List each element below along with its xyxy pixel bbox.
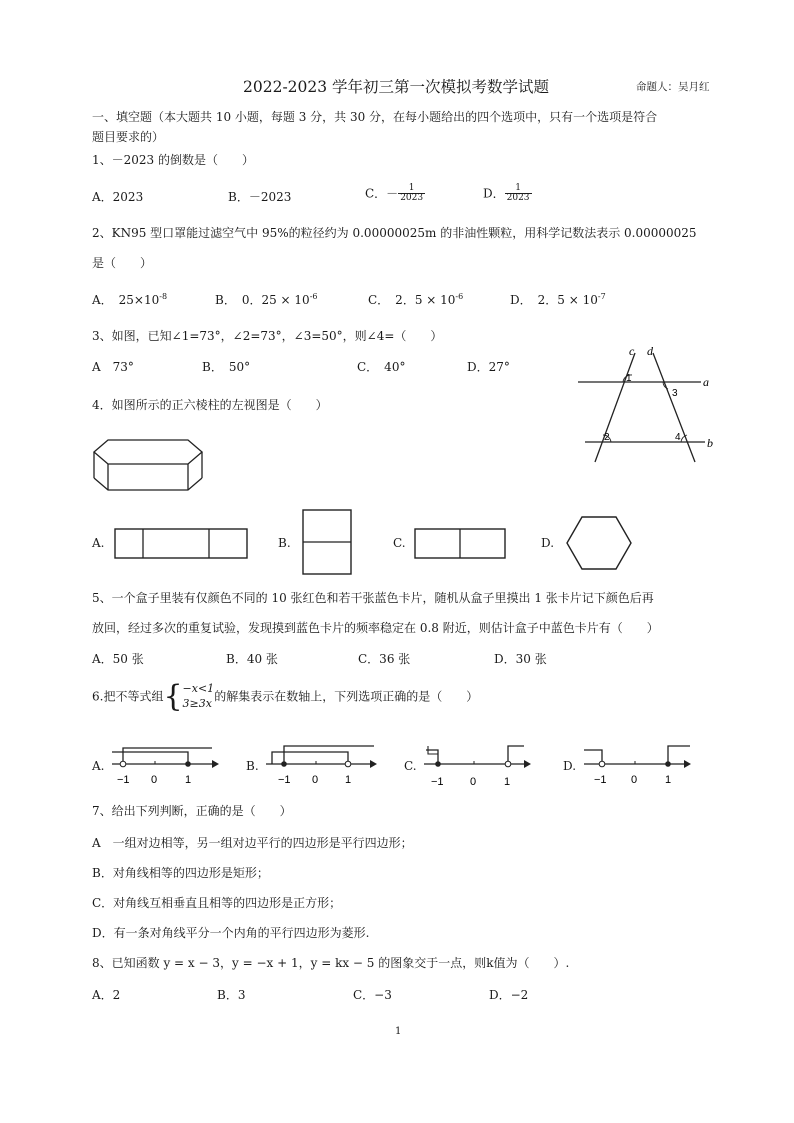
q3-option-d[interactable]: D．27° xyxy=(467,360,510,374)
tick-label-neg1: −1 xyxy=(117,774,130,786)
q6-stem xyxy=(92,679,479,714)
label-c: c xyxy=(629,344,635,358)
brace-symbol: { xyxy=(163,679,183,714)
q8-option-c[interactable]: C．−3 xyxy=(353,988,392,1002)
q6-option-c-numberline[interactable] xyxy=(420,742,532,792)
q8-option-b[interactable]: B．3 xyxy=(217,988,246,1002)
q4-option-d-figure[interactable] xyxy=(565,514,633,572)
angle-label-3: 3 xyxy=(672,388,678,399)
tick-label-0: 0 xyxy=(312,774,319,786)
q5-stem-cont: 放回，经过多次的重复试验，发现摸到蓝色卡片的频率稳定在 0.8 附近，则估计盒子中蓝色卡片有（ ） xyxy=(92,621,659,635)
tick-label-1: 1 xyxy=(345,774,352,786)
q6-option-c-label[interactable]: C. xyxy=(404,759,417,773)
tick-label-1: 1 xyxy=(185,774,192,786)
tick-label-0: 0 xyxy=(470,776,477,788)
q1-option-d-fraction xyxy=(505,184,532,204)
q3-stem: 3、如图，已知∠1=73°，∠2=73°，∠3=50°，则∠4=（ ） xyxy=(92,329,443,343)
inequality-system xyxy=(183,682,215,712)
q2-c-exponent: -6 xyxy=(455,292,464,301)
q2-option-b[interactable] xyxy=(215,292,317,307)
hexagonal-prism-figure xyxy=(88,432,208,494)
q4-stem: 4．如图所示的正六棱柱的左视图是（ ） xyxy=(92,398,328,412)
line-d xyxy=(653,353,695,462)
q2-a-base: A． 25×10 xyxy=(92,293,160,307)
q4-option-d-label[interactable]: D. xyxy=(541,536,555,550)
tick-label-0: 0 xyxy=(631,774,638,786)
tick-label-neg1: −1 xyxy=(278,774,291,786)
q1-d-numerator: 1 xyxy=(505,184,532,194)
page-number: 1 xyxy=(395,1026,402,1037)
q3-option-c[interactable]: C． 40° xyxy=(357,360,406,374)
q1-stem: 1、－2023 的倒数是（ ） xyxy=(92,153,254,167)
q1-option-c-prefix: C．－ xyxy=(365,186,399,201)
angle-label-1: 1 xyxy=(626,373,632,384)
q4-option-c-label[interactable]: C. xyxy=(393,536,406,550)
section-heading-cont: 题目要求的） xyxy=(92,130,165,144)
q1-d-denominator: 2023 xyxy=(506,193,530,204)
q8-option-d[interactable]: D．−2 xyxy=(489,988,529,1002)
q2-c-base: C． 2．5 × 10 xyxy=(368,293,456,307)
q3-option-b[interactable]: B． 50° xyxy=(202,360,251,374)
q1-option-d[interactable] xyxy=(483,184,532,204)
q4-option-c-figure[interactable] xyxy=(414,527,508,561)
q8-option-a[interactable]: A．2 xyxy=(92,988,121,1002)
author-line: 命题人：吴月红 xyxy=(636,81,710,93)
q7-option-d[interactable]: D．有一条对角线平分一个内角的平行四边形为菱形. xyxy=(92,926,370,940)
q2-option-a[interactable] xyxy=(92,292,167,307)
q2-stem: 2、KN95 型口罩能过滤空气中 95%的粒径约为 0.00000025m 的非油性颗粒，用科学记数法表示 0.00000025 xyxy=(92,226,697,240)
inequality-1: −x<1 xyxy=(182,682,215,696)
q5-option-c[interactable]: C．36 张 xyxy=(358,652,411,666)
q6-suffix: 的解集表示在数轴上，下列选项正确的是（ ） xyxy=(214,689,479,704)
angle-label-4: 4 xyxy=(675,432,681,443)
inequality-2: 3≥3x xyxy=(182,697,212,710)
q1-option-b[interactable]: B．－2023 xyxy=(228,190,292,204)
q5-stem: 5、一个盒子里装有仅颜色不同的 10 张红色和若干张蓝色卡片，随机从盒子里摸出 1 张卡片记下颜色后再 xyxy=(92,591,654,605)
q2-a-exponent: -8 xyxy=(159,292,168,301)
angle-label-2: 2 xyxy=(604,432,610,443)
tick-label-neg1: −1 xyxy=(594,774,607,786)
q2-b-base: B． 0．25 × 10 xyxy=(215,293,310,307)
q6-option-a-numberline[interactable] xyxy=(108,742,220,792)
tick-label-0: 0 xyxy=(151,774,158,786)
q4-option-b-label[interactable]: B. xyxy=(278,536,291,550)
tick-label-1: 1 xyxy=(504,776,511,788)
q7-stem: 7、给出下列判断，正确的是（ ） xyxy=(92,804,292,818)
label-d: d xyxy=(647,344,653,358)
section-heading: 一、填空题（本大题共 10 小题，每题 3 分，共 30 分，在每小题给出的四个选项中，只有一个选项是符合 xyxy=(92,110,658,124)
q5-option-b[interactable]: B．40 张 xyxy=(226,652,278,666)
q8-stem: 8、已知函数 y = x − 3，y = −x + 1，y = kx − 5 的图象交于一点，则k值为（ ）. xyxy=(92,956,570,970)
q6-option-d-label[interactable]: D. xyxy=(563,759,577,773)
q6-option-b-numberline[interactable] xyxy=(262,742,380,792)
q4-option-b-figure[interactable] xyxy=(302,508,354,576)
q6-option-b-label[interactable]: B. xyxy=(246,759,259,773)
q1-option-c[interactable] xyxy=(365,184,425,204)
label-a: a xyxy=(703,375,709,389)
q7-option-a[interactable]: A 一组对边相等，另一组对边平行的四边形是平行四边形； xyxy=(92,836,413,850)
q6-option-a-label[interactable]: A. xyxy=(92,759,105,773)
q4-option-a-figure[interactable] xyxy=(114,527,249,561)
q1-c-denominator: 2023 xyxy=(400,193,424,204)
q2-b-exponent: -6 xyxy=(309,292,318,301)
q2-d-base: D． 2．5 × 10 xyxy=(510,293,598,307)
q2-option-d[interactable] xyxy=(510,292,606,307)
q7-option-b[interactable]: B．对角线相等的四边形是矩形； xyxy=(92,866,269,880)
tick-label-1: 1 xyxy=(665,774,672,786)
line-c xyxy=(595,353,635,462)
exam-title: 2022-2023 学年初三第一次模拟考数学试题 xyxy=(243,78,550,96)
label-b: b xyxy=(707,436,713,450)
q1-c-numerator: 1 xyxy=(398,184,425,194)
q4-option-a-label[interactable]: A. xyxy=(92,536,105,550)
q6-prefix: 6.把不等式组 xyxy=(92,689,164,704)
q1-option-d-prefix: D． xyxy=(483,186,505,201)
q7-option-c[interactable]: C．对角线互相垂直且相等的四边形是正方形； xyxy=(92,896,342,910)
q3-option-a[interactable]: A 73° xyxy=(92,360,134,374)
q1-option-a[interactable]: A．2023 xyxy=(92,190,144,204)
q2-d-exponent: -7 xyxy=(597,292,606,301)
q2-option-c[interactable] xyxy=(368,292,463,307)
tick-label-neg1: −1 xyxy=(431,776,444,788)
q2-stem-cont: 是（ ） xyxy=(92,256,153,270)
q1-option-c-fraction xyxy=(398,184,425,204)
q6-option-d-numberline[interactable] xyxy=(580,742,696,792)
q5-option-d[interactable]: D．30 张 xyxy=(494,652,547,666)
q3-angle-figure xyxy=(575,340,725,465)
q5-option-a[interactable]: A．50 张 xyxy=(92,652,144,666)
